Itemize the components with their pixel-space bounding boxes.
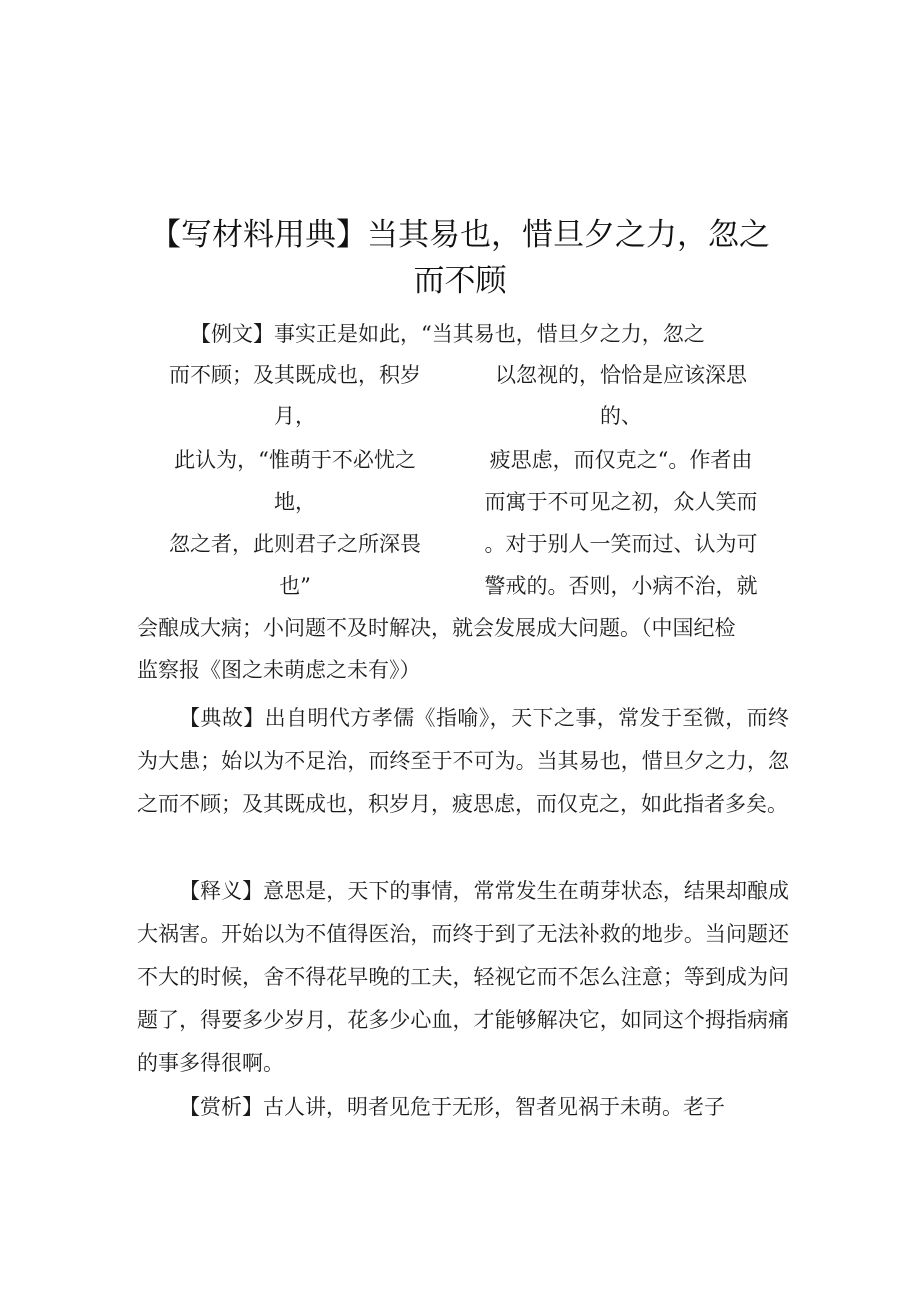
meaning-text: 意思是，天下的事情，常常发生在萌芽状态，结果却酿成大祸害。开始以为不值得医治，而终于到了无法补救的地步。当问题还不大的时候，舍不得花早晚的工夫，轻视它而不怎么注意；等到成为问题了，得要多少岁月，花多少心血，才能够解决它，如同这个拇指病痛的事多得很啊。 (137, 879, 790, 1075)
meaning-paragraph (137, 870, 789, 1085)
title-line-2: 而不顾 (413, 263, 507, 299)
example-first-line: 【例文】事实正是如此，“当其易也，惜旦夕之力，忽之 (190, 322, 705, 346)
left-column-line: 地， (274, 490, 316, 514)
right-column-line: 。对于别人一笑而过、认为可 (484, 532, 758, 556)
appreciation-text: 古人讲，明者见危于无形，智者见祸于未萌。老子 (263, 1095, 725, 1119)
left-column-line: 此认为，“惟萌于不必忧之 (174, 448, 416, 472)
left-column-line: 也” (279, 574, 311, 598)
left-column-line: 月， (274, 404, 316, 428)
right-column-line: 警戒的。否则，小病不治，就 (484, 574, 758, 598)
right-column-line: 而寓于不可见之初，众人笑而 (484, 490, 758, 514)
allusion-text: 出自明代方孝儒《指喻》，天下之事，常发于至微，而终为大患；始以为不足治，而终至于不可为。当其易也，惜旦夕之力，忽之而不顾；及其既成也，积岁月，疲思虑，而仅克之，如此指者多矣。 (137, 706, 790, 816)
allusion-paragraph (137, 697, 789, 826)
allusion-label: 【典故】 (179, 706, 265, 730)
appreciation-label: 【赏析】 (179, 1095, 263, 1119)
example-tail-line: 监察报《图之未萌虑之未有》） (137, 658, 421, 682)
right-column-line: 以忽视的，恰恰是应该深思 (495, 363, 747, 387)
right-column-line: 疲思虑，而仅克之“。作者由 (489, 448, 753, 472)
left-column-line: 而不顾；及其既成也，积岁 (169, 363, 421, 387)
appreciation-paragraph (137, 1086, 789, 1129)
title-line-1: 【写材料用典】当其易也，惜旦夕之力，忽之 (150, 217, 770, 253)
right-column-line: 的、 (600, 404, 642, 428)
meaning-label: 【释义】 (179, 879, 264, 903)
example-tail-line: 会酿成大病；小问题不及时解决，就会发展成大问题。（中国纪检 (137, 616, 736, 640)
left-column-line: 忽之者，此则君子之所深畏 (169, 532, 421, 556)
